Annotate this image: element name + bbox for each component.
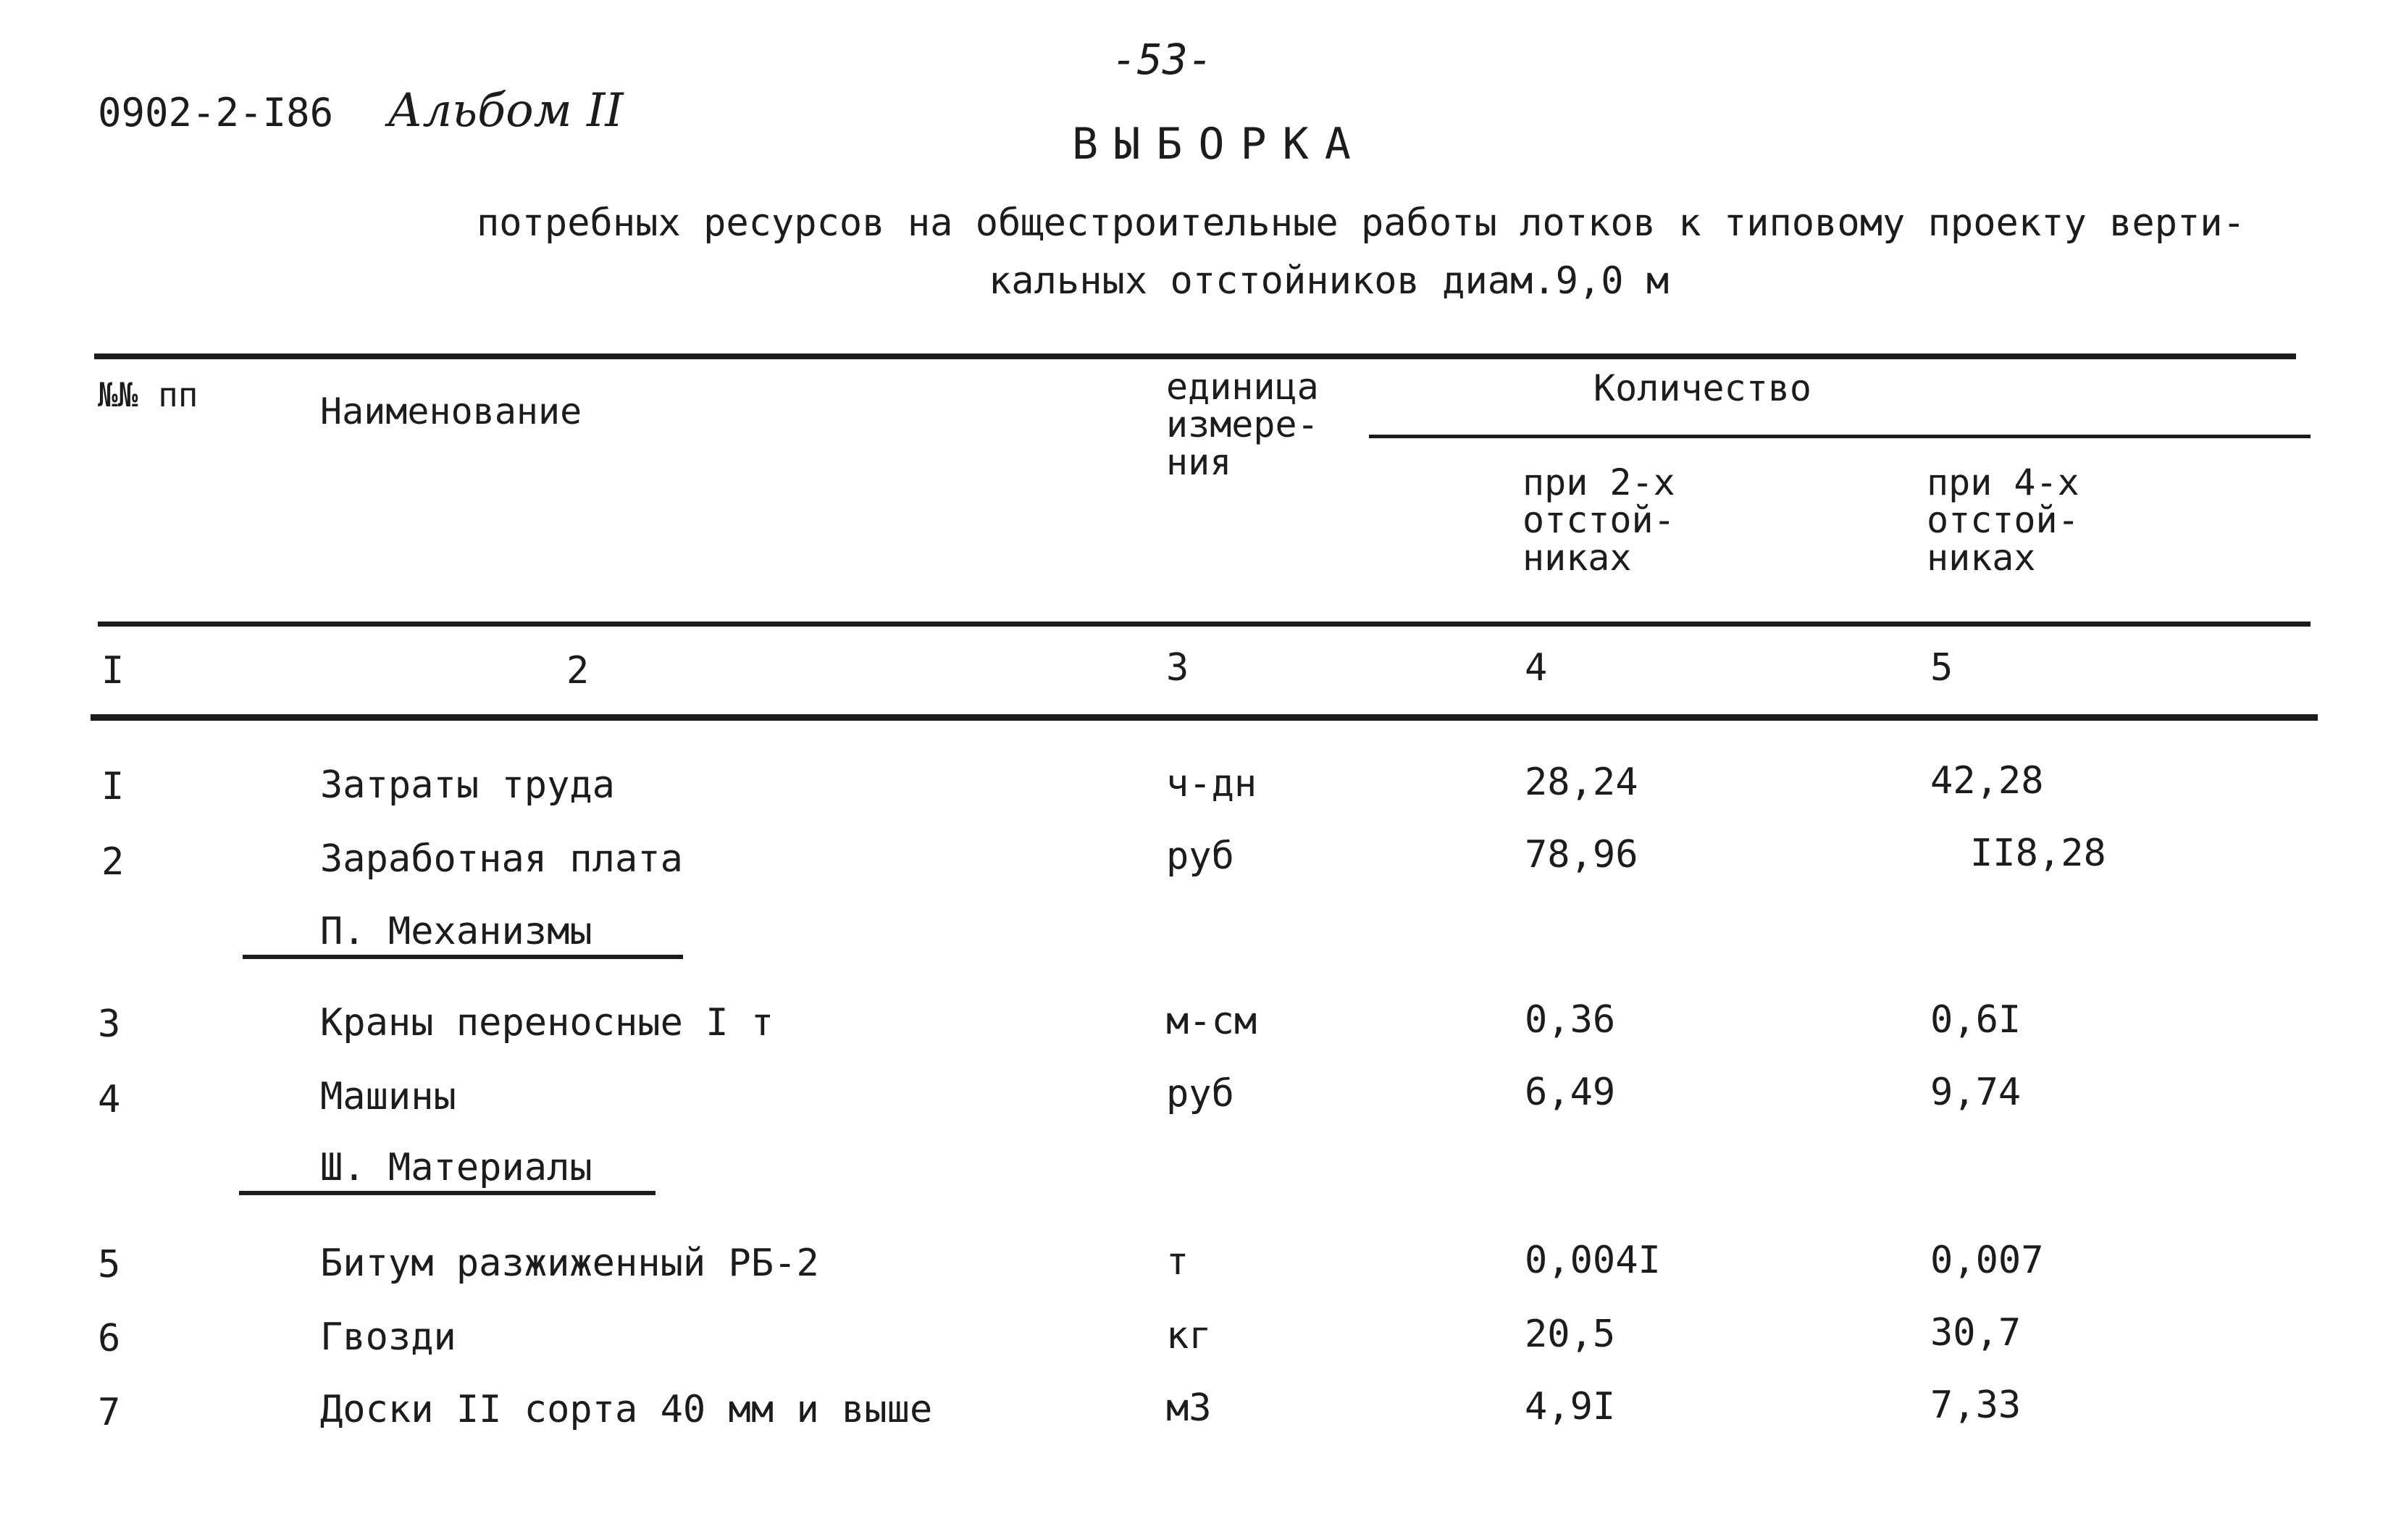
row-1-qty2: 28,24 xyxy=(1525,761,1638,804)
row-2-qty4: II8,28 xyxy=(1970,832,2106,875)
column-number-5: 5 xyxy=(1930,646,1953,690)
row-6-number: 6 xyxy=(98,1317,121,1360)
header-quantity: Количество xyxy=(1593,367,1812,409)
row-7-qty2: 4,9I xyxy=(1525,1385,1616,1428)
row-4-qty2: 6,49 xyxy=(1525,1071,1616,1114)
header-bottom-rule xyxy=(98,622,2311,627)
subtitle-line-2: кальных отстойников диам.9,0 м xyxy=(989,259,1670,303)
header-quantity-2: при 2-х отстой- никах xyxy=(1522,461,1675,579)
row-4-unit: руб xyxy=(1166,1072,1234,1116)
page-number: -53- xyxy=(1112,35,1213,84)
section-materials-underline xyxy=(239,1191,655,1195)
row-6-name: Гвозди xyxy=(320,1315,456,1359)
row-3-number: 3 xyxy=(98,1003,121,1046)
column-number-3: 3 xyxy=(1166,646,1189,690)
header-unit: единица измере- ния xyxy=(1166,366,1319,483)
row-3-qty4: 0,6I xyxy=(1930,998,2022,1042)
row-7-unit: м3 xyxy=(1166,1386,1212,1430)
row-7-number: 7 xyxy=(98,1391,121,1434)
album-label: Альбом II xyxy=(388,84,624,138)
row-4-number: 4 xyxy=(98,1078,121,1121)
row-2-qty2: 78,96 xyxy=(1525,833,1638,876)
column-numbers-rule xyxy=(91,714,2318,721)
section-mechanisms: П. Механизмы xyxy=(320,910,592,953)
row-5-number: 5 xyxy=(98,1243,121,1286)
row-6-qty2: 20,5 xyxy=(1525,1313,1616,1356)
row-3-qty2: 0,36 xyxy=(1525,998,1616,1042)
table-top-rule xyxy=(94,353,2296,359)
column-number-1: I xyxy=(101,649,125,692)
row-3-unit: м-см xyxy=(1166,1000,1257,1043)
section-materials: Ш. Материалы xyxy=(320,1146,592,1189)
document-code: 0902-2-I86 xyxy=(98,90,334,135)
column-number-2: 2 xyxy=(566,649,590,692)
row-1-number: I xyxy=(101,765,125,808)
row-4-qty4: 9,74 xyxy=(1930,1071,2022,1114)
row-4-name: Машины xyxy=(320,1075,456,1118)
section-mechanisms-underline xyxy=(243,955,683,959)
row-2-number: 2 xyxy=(101,840,125,884)
row-7-qty4: 7,33 xyxy=(1930,1384,2022,1427)
header-number: №№ пп xyxy=(98,375,198,414)
quantity-header-rule xyxy=(1369,435,2311,438)
row-5-qty2: 0,004I xyxy=(1525,1239,1661,1282)
row-6-qty4: 30,7 xyxy=(1930,1311,2022,1355)
row-2-unit: руб xyxy=(1166,834,1234,878)
row-5-unit: т xyxy=(1166,1240,1189,1284)
row-5-qty4: 0,007 xyxy=(1930,1239,2044,1282)
header-name: Наименование xyxy=(320,390,582,432)
row-2-name: Заработная плата xyxy=(320,837,683,881)
row-1-qty4: 42,28 xyxy=(1930,759,2044,803)
subtitle-line-1: потребных ресурсов на общестроительные работы лотков к типовому проекту верти- xyxy=(477,201,2245,245)
row-7-name: Доски II сорта 40 мм и выше xyxy=(320,1388,933,1431)
row-3-name: Краны переносные I т xyxy=(320,1001,774,1045)
row-1-unit: ч-дн xyxy=(1166,762,1257,805)
row-1-name: Затраты труда xyxy=(320,763,615,807)
row-5-name: Битум разжиженный РБ-2 xyxy=(320,1242,819,1285)
column-number-4: 4 xyxy=(1525,646,1548,690)
document-title: ВЫБОРКА xyxy=(1072,119,1367,170)
row-6-unit: кг xyxy=(1166,1314,1212,1357)
header-quantity-4: при 4-х отстой- никах xyxy=(1927,461,2079,579)
